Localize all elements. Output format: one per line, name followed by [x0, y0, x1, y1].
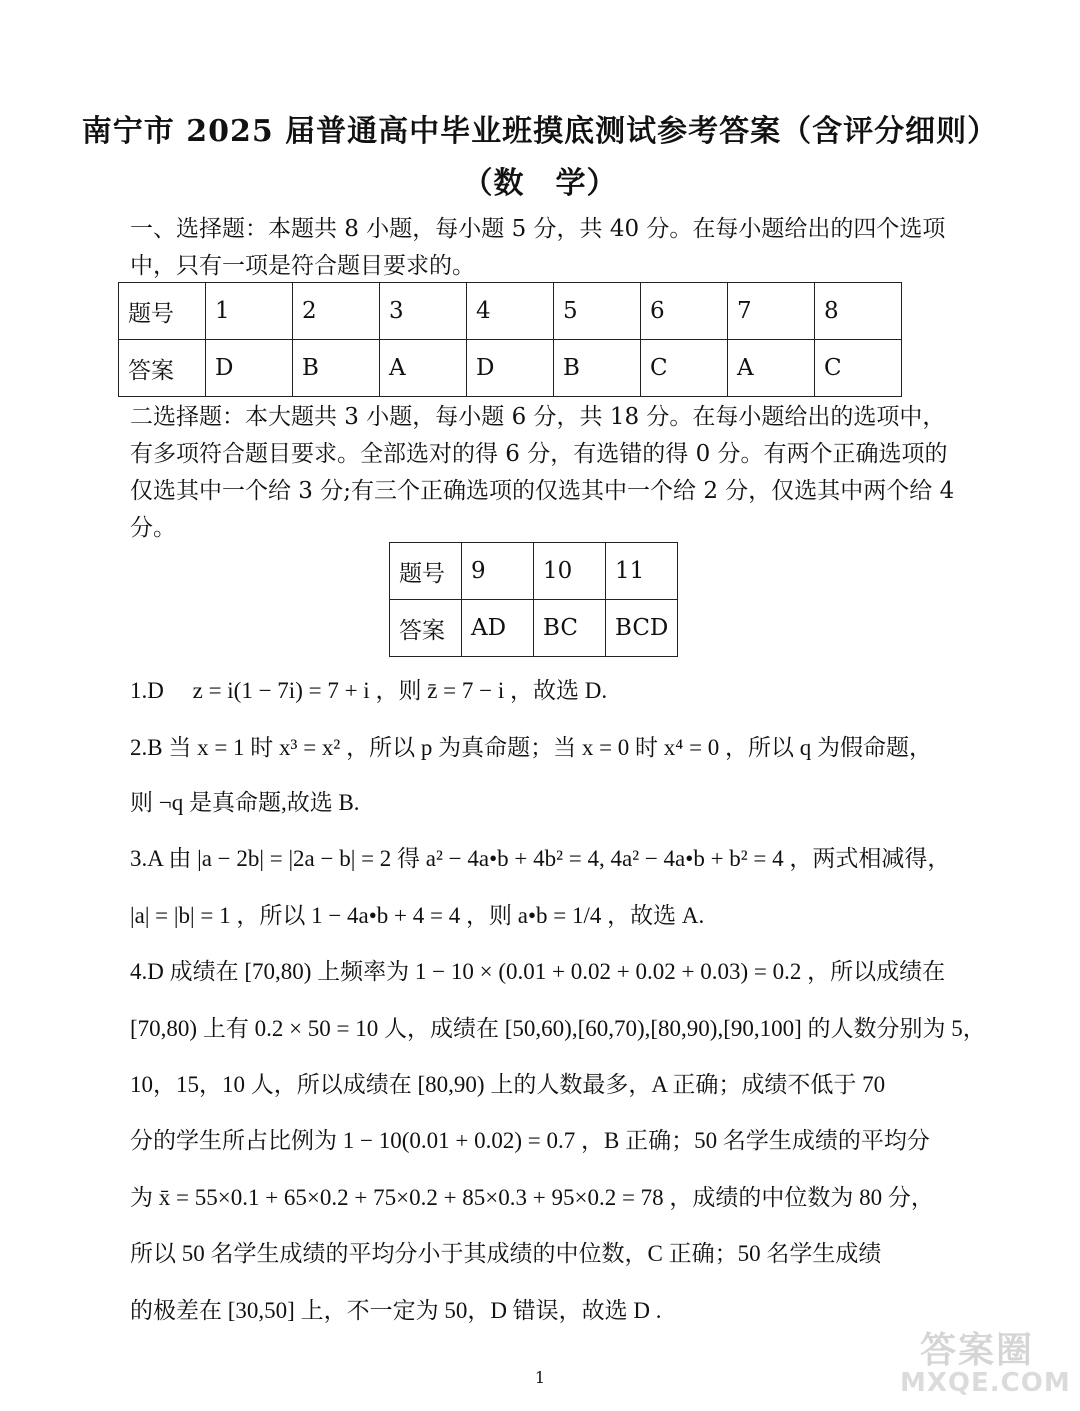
- watermark: [880, 1322, 1070, 1402]
- solution-line: 2.B 当 x = 1 时 x³ = x² ，所以 p 为真命题；当 x = 0 时 x⁴ = 0 ，所以 q 为假命题，: [130, 735, 933, 760]
- solution-line: 4.D 成绩在 [70,80) 上频率为 1 − 10 × (0.01 + 0.02 + 0.02 + 0.03) = 0.2 ，所以成绩在: [130, 959, 946, 984]
- table-cell: 3: [380, 283, 467, 340]
- document-title: 南宁市 2025 届普通高中毕业班摸底测试参考答案（含评分细则）: [81, 114, 999, 149]
- table-cell: BC: [534, 600, 606, 657]
- solution-line: 10，15，10 人，所以成绩在 [80,90) 上的人数最多，A 正确；成绩不低于 70: [130, 1072, 886, 1097]
- table-cell: BCD: [606, 600, 678, 657]
- solution-line: |a| = |b| = 1 ，所以 1 − 4a•b + 4 = 4 ，则 a•b = 1/4 ，故选 A.: [130, 903, 705, 928]
- subject-subtitle: （数 学）: [462, 166, 618, 201]
- row-header-answer: 答案: [119, 340, 206, 397]
- table-cell: C: [815, 340, 902, 397]
- watermark-url: MXQE.COM: [900, 1368, 1071, 1398]
- table-cell: A: [380, 340, 467, 397]
- solution-line: 分的学生所占比例为 1 − 10(0.01 + 0.02) = 0.7 ，B 正确；50 名学生成绩的平均分: [130, 1128, 930, 1153]
- watermark-logo: 答案圈: [920, 1330, 1035, 1371]
- table-cell: 9: [462, 543, 534, 600]
- solution-line: 的极差在 [30,50] 上，不一定为 50，D 错误，故选 D .: [130, 1298, 662, 1323]
- row-header-number: 题号: [119, 283, 206, 340]
- table-cell: D: [467, 340, 554, 397]
- table-cell: 2: [293, 283, 380, 340]
- table-cell: 10: [534, 543, 606, 600]
- section1-intro: 一、选择题：本题共 8 小题，每小题 5 分，共 40 分。在每小题给出的四个选项中，只有一项是符合题目要求的。: [130, 216, 946, 279]
- solution-line: [70,80) 上有 0.2 × 50 = 10 人，成绩在 [50,60),[60,70),[80,90),[90,100] 的人数分别为 5，: [130, 1016, 986, 1041]
- solution-line: 为 x̄ = 55×0.1 + 65×0.2 + 75×0.2 + 85×0.3 + 95×0.2 = 78 ，成绩的中位数为 80 分，: [130, 1185, 934, 1210]
- table-cell: AD: [462, 600, 534, 657]
- table-cell: 7: [728, 283, 815, 340]
- table-cell: 11: [606, 543, 678, 600]
- table-cell: C: [641, 340, 728, 397]
- table-row: [390, 543, 678, 600]
- solution-line: 所以 50 名学生成绩的平均分小于其成绩的中位数，C 正确；50 名学生成绩: [130, 1241, 882, 1266]
- table-cell: 5: [554, 283, 641, 340]
- solution-line: 1.D z = i(1 − 7i) = 7 + i ，则 z̄ = 7 − i ，故选 D.: [130, 678, 608, 703]
- row-header-answer: 答案: [390, 600, 462, 657]
- solution-line: 则 ¬q 是真命题,故选 B.: [130, 790, 360, 815]
- table-cell: 8: [815, 283, 902, 340]
- answer-table-2: [389, 542, 678, 657]
- table-cell: 6: [641, 283, 728, 340]
- table-row: [119, 340, 902, 397]
- table-row: [390, 600, 678, 657]
- table-cell: B: [293, 340, 380, 397]
- solution-line: 3.A 由 |a − 2b| = |2a − b| = 2 得 a² − 4a•b + 4b² = 4, 4a² − 4a•b + b² = 4 ，两式相减得，: [130, 846, 951, 871]
- table-cell: 4: [467, 283, 554, 340]
- section2-intro: 二选择题：本大题共 3 小题，每小题 6 分，共 18 分。在每小题给出的选项中，有多项符合题目要求。全部选对的得 6 分，有选错的得 0 分。有两个正确选项的仅选其中一个给 3 分;有三个正确选项的仅选其中一个给 2 分，仅选其中两个给 4 分。: [130, 404, 955, 541]
- row-header-number: 题号: [390, 543, 462, 600]
- answer-table-1: [118, 282, 902, 397]
- table-cell: D: [206, 340, 293, 397]
- table-cell: A: [728, 340, 815, 397]
- table-cell: 1: [206, 283, 293, 340]
- table-row: [119, 283, 902, 340]
- table-cell: B: [554, 340, 641, 397]
- page-number: 1: [534, 1368, 546, 1387]
